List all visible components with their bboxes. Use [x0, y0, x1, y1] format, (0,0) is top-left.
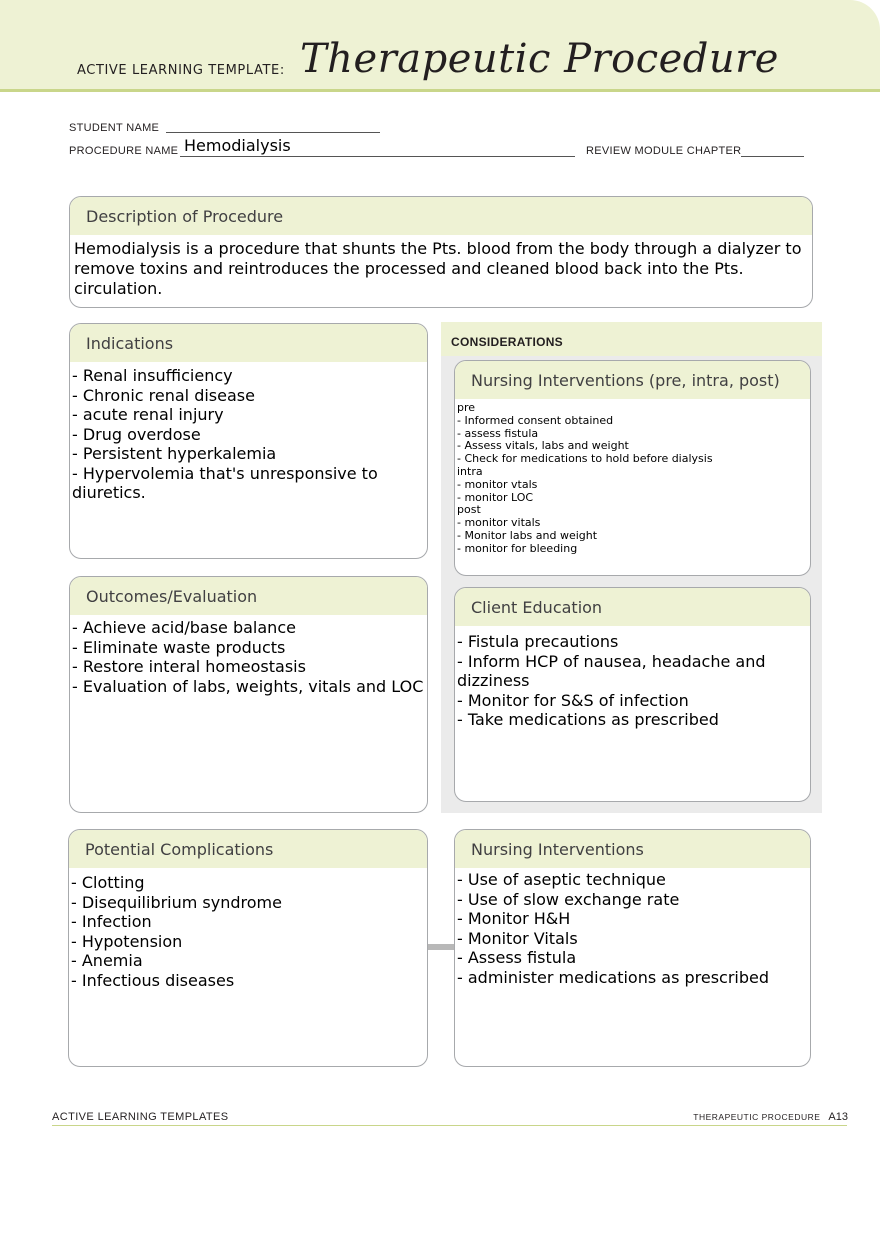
nursing-interventions-box	[454, 829, 811, 1067]
list-item: - Take medications as prescribed	[457, 710, 719, 729]
list-item: - Monitor labs and weight	[457, 528, 598, 542]
list-item: - Hypervolemia that's unresponsive to	[72, 463, 378, 483]
list-item: - Assess fistula	[457, 948, 577, 967]
client-education-body	[455, 626, 810, 734]
indications-box	[69, 323, 428, 559]
footer-procedure: THERAPEUTIC PROCEDURE	[693, 1112, 821, 1122]
list-item: - assess fistula	[457, 426, 539, 440]
list-item: - Use of aseptic technique	[457, 870, 666, 889]
complications-box	[68, 829, 428, 1067]
list-item: - Monitor Vitals	[457, 928, 578, 948]
review-module-field[interactable]	[741, 156, 804, 157]
list-item: - Inform HCP of nausea, headache and	[457, 651, 766, 671]
complications-body	[69, 868, 427, 994]
list-item: post	[457, 503, 481, 517]
list-item: - Achieve acid/base balance	[72, 618, 296, 637]
list-item: intra	[457, 464, 483, 478]
nursing-pre-intra-post-heading: Nursing Interventions (pre, intra, post)	[455, 361, 810, 399]
list-item: - Anemia	[71, 951, 143, 970]
list-item: - monitor vtals	[457, 477, 538, 491]
footer-rule	[52, 1125, 847, 1126]
list-item: - Hypotension	[71, 931, 183, 951]
list-item: diuretics.	[72, 483, 146, 502]
student-name-field[interactable]	[166, 132, 380, 133]
outcomes-box	[69, 576, 428, 813]
page-number: A13	[828, 1111, 848, 1123]
footer-page-info	[693, 1111, 848, 1123]
description-body	[70, 235, 812, 303]
complications-heading: Potential Complications	[69, 830, 427, 868]
list-item: - acute renal injury	[72, 405, 224, 424]
description-heading: Description of Procedure	[70, 197, 812, 235]
list-item: - administer medications as prescribed	[457, 967, 770, 987]
list-item: - Persistent hyperkalemia	[72, 444, 277, 463]
description-line: remove toxins and reintroduces the processed and cleaned blood back into the Pts. circulation.	[74, 259, 749, 298]
indications-body	[70, 362, 427, 507]
list-item: - Assess vitals, labs and weight	[457, 439, 629, 453]
list-item: - Monitor for S&S of infection	[457, 690, 689, 710]
list-item: - Renal insufficiency	[72, 366, 233, 385]
list-item: - Disequilibrium syndrome	[71, 892, 282, 912]
footer-title: ACTIVE LEARNING TEMPLATES	[52, 1111, 229, 1123]
list-item: pre	[457, 401, 476, 414]
nursing-pre-intra-post-box	[454, 360, 811, 576]
description-line: Hemodialysis is a procedure that shunts the Pts. blood from the body through a dialyzer to	[74, 239, 802, 258]
considerations-label: CONSIDERATIONS	[451, 335, 563, 349]
list-item: - Informed consent obtained	[457, 413, 614, 427]
list-item: - monitor vitals	[457, 516, 541, 530]
template-label: ACTIVE LEARNING TEMPLATE:	[77, 63, 285, 78]
list-item: - Infectious diseases	[71, 970, 235, 990]
list-item: - Evaluation of labs, weights, vitals and LOC	[72, 676, 424, 696]
list-item: - Restore interal homeostasis	[72, 657, 306, 676]
list-item: - Monitor H&H	[457, 909, 571, 928]
list-item: - monitor LOC	[457, 490, 534, 504]
outcomes-body	[70, 615, 427, 700]
procedure-name-label: PROCEDURE NAME	[69, 145, 179, 157]
client-education-heading: Client Education	[455, 588, 810, 626]
nursing-pre-intra-post-body	[455, 399, 810, 560]
review-module-label: REVIEW MODULE CHAPTER	[586, 145, 742, 157]
outcomes-heading: Outcomes/Evaluation	[70, 577, 427, 615]
list-item: - Eliminate waste products	[72, 637, 286, 657]
list-item: dizziness	[457, 671, 530, 690]
list-item: - Infection	[71, 912, 152, 931]
list-item: - Drug overdose	[72, 424, 201, 444]
list-item: - monitor for bleeding	[457, 541, 578, 555]
nursing-interventions-heading: Nursing Interventions	[455, 830, 810, 868]
list-item: - Chronic renal disease	[72, 385, 255, 405]
student-name-label: STUDENT NAME	[69, 122, 160, 134]
description-box	[69, 196, 813, 308]
nursing-interventions-body	[455, 868, 810, 991]
list-item: - Fistula precautions	[457, 632, 619, 651]
procedure-name-field[interactable]	[180, 156, 575, 157]
procedure-name-value: Hemodialysis	[184, 136, 291, 155]
indications-heading: Indications	[70, 324, 427, 362]
client-education-box	[454, 587, 811, 802]
list-item: - Use of slow exchange rate	[457, 889, 680, 909]
page-title: Therapeutic Procedure	[300, 36, 779, 82]
connector-bar	[428, 944, 455, 950]
list-item: - Clotting	[71, 873, 145, 892]
list-item: - Check for medications to hold before dialysis	[457, 452, 713, 466]
